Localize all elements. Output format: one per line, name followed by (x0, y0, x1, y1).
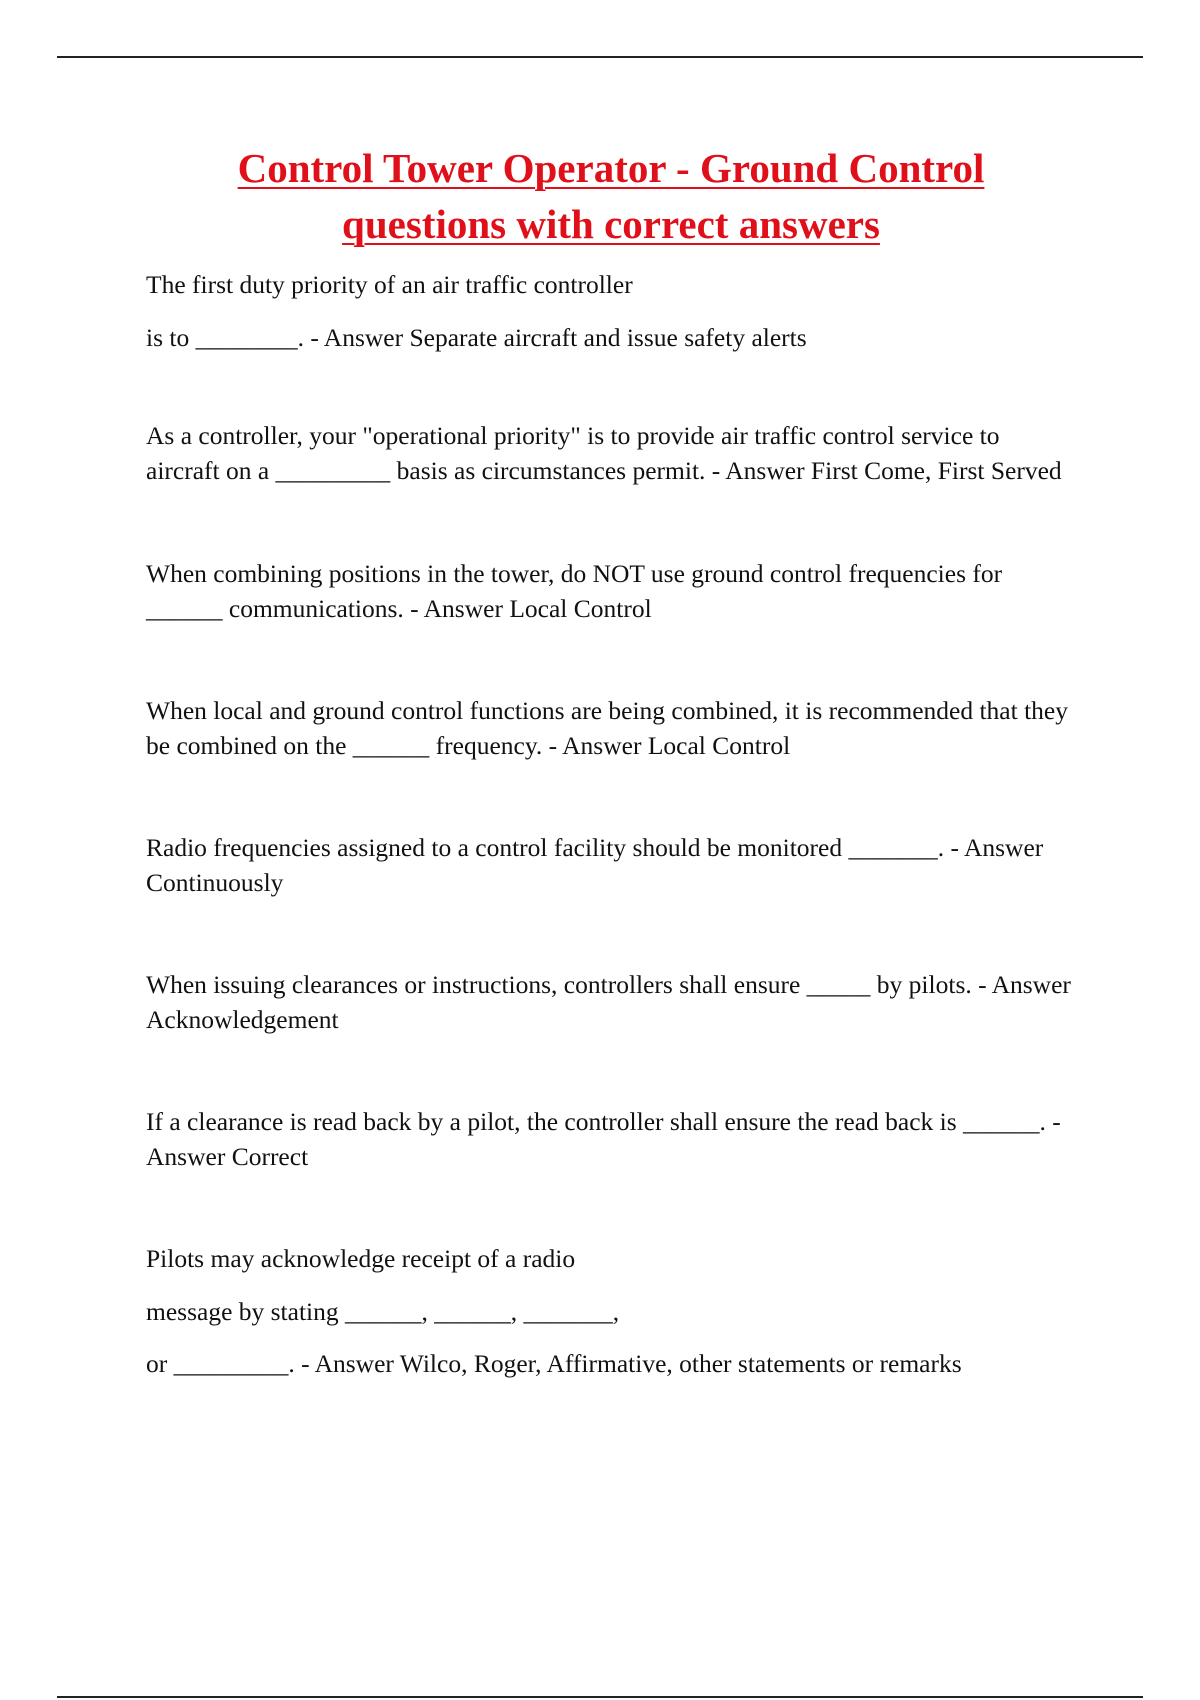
qa-item-7-text: If a clearance is read back by a pilot, the controller shall ensure the read back is ______. - Answer Correct (146, 1107, 1061, 1171)
qa-item-4-text: When local and ground control functions are being combined, it is recommended that they be combined on the ______ frequency. - Answer Local Control (146, 696, 1068, 760)
title-line-1: Control Tower Operator - Ground Control (237, 145, 985, 191)
qa-item-8-line-2: message by stating ______, ______, _______, (146, 1296, 620, 1326)
footer-rule (57, 1696, 1143, 1698)
document-page (146, 140, 1076, 1382)
qa-item-1 (146, 268, 1076, 355)
qa-item-4 (146, 694, 1076, 763)
qa-item-6-text: When issuing clearances or instructions, controllers shall ensure _____ by pilots. - Answer Acknowledgement (146, 970, 1071, 1034)
qa-item-1-line-2: is to ________. - Answer Separate aircraft and issue safety alerts (146, 322, 807, 352)
qa-item-5 (146, 831, 1076, 900)
qa-item-8-line-1: Pilots may acknowledge receipt of a radio (146, 1244, 576, 1273)
qa-item-7 (146, 1105, 1076, 1174)
qa-item-2 (146, 419, 1076, 488)
qa-item-6 (146, 968, 1076, 1037)
qa-item-8-line-3: or _________. - Answer Wilco, Roger, Affirmative, other statements or remarks (146, 1349, 962, 1378)
qa-item-2-text: As a controller, your "operational priority" is to provide air traffic control service to aircraft on a _________ basis as circumstances permit. - Answer First Come, First Served (146, 421, 1062, 485)
document-title (146, 140, 1076, 252)
qa-item-8 (146, 1242, 1076, 1382)
qa-item-1-line-1: The first duty priority of an air traffic controller (146, 270, 633, 299)
qa-item-3-text: When combining positions in the tower, do NOT use ground control frequencies for ______ communications. - Answer Local Control (146, 559, 1003, 623)
qa-item-5-text: Radio frequencies assigned to a control facility should be monitored _______. - Answer Continuously (146, 833, 1044, 897)
title-line-2: questions with correct answers (342, 201, 880, 247)
header-rule (57, 56, 1143, 58)
qa-item-3 (146, 557, 1076, 626)
